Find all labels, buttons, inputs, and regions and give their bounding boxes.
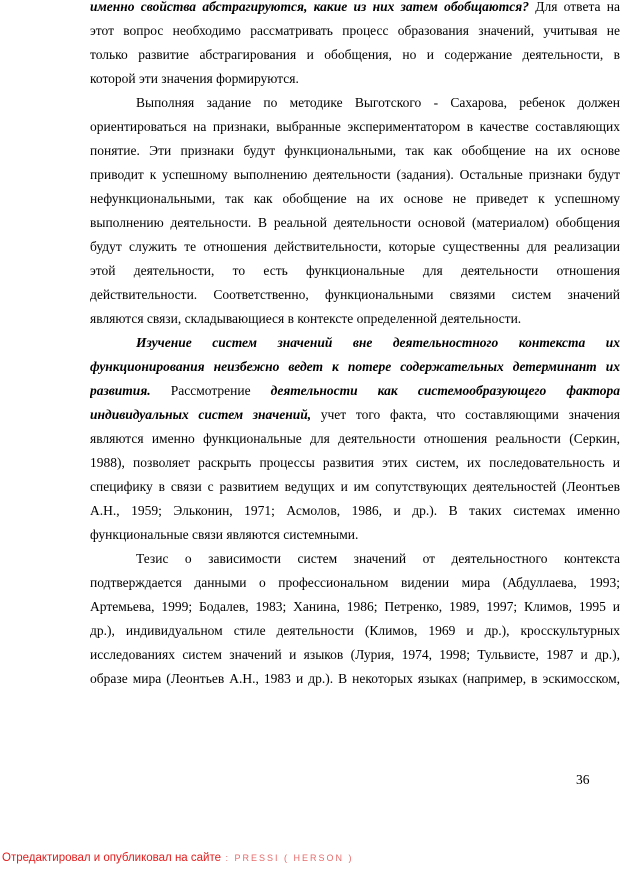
text-line: будут служить те отношения действительности, которые существенны для реализации [90, 239, 620, 254]
text-line: нефункциональными, так как обобщение на их основе не приведет к успешному [90, 191, 620, 206]
text-line: являются связи, складывающиеся в контексте определенной деятельности. [90, 311, 522, 326]
text-line: только развитие абстрагирования и обобщения, но и содержание деятельности, в [90, 47, 620, 62]
text-line: индивидуальных систем значений, учет того факта, что составляющими значения [90, 407, 620, 422]
text-line: Тезис о зависимости систем значений от деятельностного контекста [136, 551, 620, 566]
text-line: являются именно функциональные для деятельности отношения реальности (Серкин, [90, 431, 620, 446]
text-line: А.Н., 1959; Эльконин, 1971; Асмолов, 1986, и др.). В таких системах именно [90, 503, 620, 518]
text-line: др.), индивидуальном стиле деятельности (Климов, 1969 и др.), кросскультурных [90, 623, 620, 638]
text-line: ориентироваться на признаки, выбранные экспериментатором в качестве составляющих [90, 119, 620, 134]
footer-watermark [2, 850, 354, 866]
text-line: подтверждается данными о профессиональном видении мира (Абдуллаева, 1993; [90, 575, 620, 590]
text-line: выполнению деятельности. В реальной деятельности основой (материалом) обобщения [90, 215, 620, 230]
text-line: специфику в связи с развитием ведущих и им сопутствующих деятельностей (Леонтьев [90, 479, 620, 494]
text-line: Выполняя задание по методике Выготского - Сахарова, ребенок должен [136, 95, 620, 110]
text-line: исследованиях систем значений и языков (Лурия, 1974, 1998; Тульвисте, 1987 и др.), [90, 647, 620, 662]
text-line: приводит к успешному выполнению деятельности (задания). Остальные признаки будут [90, 167, 620, 182]
text-line: которой эти значения формируются. [90, 71, 299, 86]
text-line: этот вопрос необходимо рассматривать процесс образования значений, учитывая не [90, 23, 620, 38]
text-line: 1988), позволяет раскрыть процессы развития этих систем, их последовательность и [90, 455, 620, 470]
text-line: понятие. Эти признаки будут функциональными, так как обобщение на их основе [90, 143, 620, 158]
text-line: Артемьева, 1999; Бодалев, 1983; Ханина, 1986; Петренко, 1989, 1997; Климов, 1995 и [90, 599, 620, 614]
footer-site-link[interactable]: : PRESSI ( HERSON ) [221, 853, 354, 863]
text-line: Изучение систем значений вне деятельностного контекста их [136, 335, 620, 350]
text-line: этой деятельности, то есть функциональные для деятельности отношения [90, 263, 620, 278]
text-line: развития. Рассмотрение деятельности как системообразующего фактора [90, 383, 620, 398]
page-number: 36 [576, 772, 590, 787]
footer-text: Отредактировал и опубликовал на сайте [2, 852, 221, 864]
text-line: функционирования неизбежно ведет к потере содержательных детерминант их [90, 359, 620, 374]
text-line: именно свойства абстрагируются, какие из них затем обобщаются? Для ответа на [90, 0, 620, 14]
text-line: действительности. Соответственно, функциональными связями систем значений [90, 287, 620, 302]
text-line: функциональные связи являются системными. [90, 527, 359, 542]
text-line: образе мира (Леонтьев А.Н., 1983 и др.). В некоторых языках (например, в эскимосском, [90, 671, 620, 686]
